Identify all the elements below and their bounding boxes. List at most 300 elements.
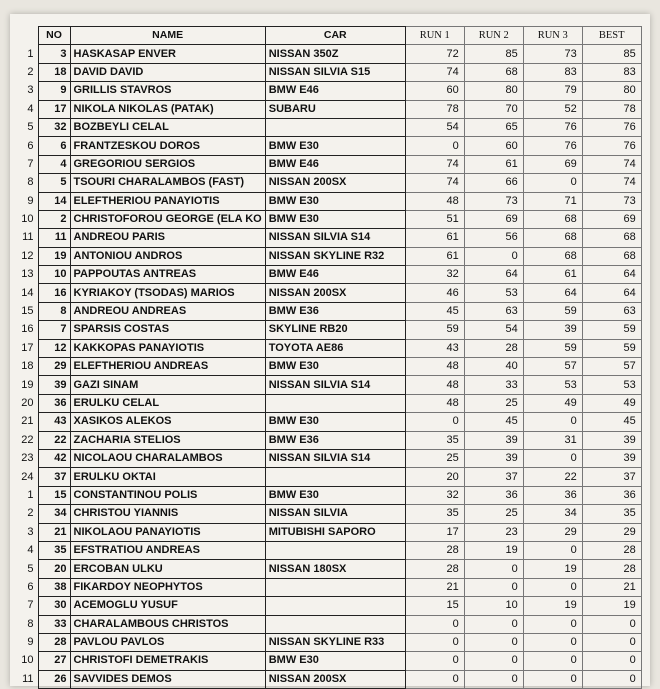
run1-score: 48 bbox=[405, 192, 464, 210]
driver-name: SPARSIS COSTAS bbox=[70, 321, 265, 339]
run3-score: 59 bbox=[523, 339, 582, 357]
run2-score: 61 bbox=[464, 155, 523, 173]
best-score: 63 bbox=[582, 302, 641, 320]
run2-score: 80 bbox=[464, 82, 523, 100]
car-header: CAR bbox=[265, 27, 405, 45]
run1-score: 54 bbox=[405, 118, 464, 136]
run1-score: 60 bbox=[405, 82, 464, 100]
row-index: 11 bbox=[22, 672, 34, 685]
best-score: 73 bbox=[582, 192, 641, 210]
car-model bbox=[265, 578, 405, 596]
run2-score: 40 bbox=[464, 358, 523, 376]
run3-score: 73 bbox=[523, 45, 582, 63]
driver-name: KYRIAKOY (TSODAS) MARIOS bbox=[70, 284, 265, 302]
car-number: 21 bbox=[38, 523, 70, 541]
best-score: 85 bbox=[582, 45, 641, 63]
run2-score: 45 bbox=[464, 413, 523, 431]
car-number: 8 bbox=[38, 302, 70, 320]
row-index: 22 bbox=[21, 433, 34, 446]
table-row bbox=[14, 394, 641, 412]
best-score: 74 bbox=[582, 174, 641, 192]
run1-score: 32 bbox=[405, 266, 464, 284]
car-number: 29 bbox=[38, 358, 70, 376]
run2-score: 0 bbox=[464, 652, 523, 670]
run2-score: 54 bbox=[464, 321, 523, 339]
table-row bbox=[14, 339, 641, 357]
best-score: 80 bbox=[582, 82, 641, 100]
table-row bbox=[14, 578, 641, 596]
car-model: NISSAN SKYLINE R32 bbox=[265, 247, 405, 265]
row-index: 5 bbox=[27, 562, 34, 575]
run3-score: 53 bbox=[523, 376, 582, 394]
run2-score: 25 bbox=[464, 394, 523, 412]
run3-score: 83 bbox=[523, 63, 582, 81]
run2-score: 73 bbox=[464, 192, 523, 210]
car-model: BMW E30 bbox=[265, 358, 405, 376]
run2-score: 10 bbox=[464, 597, 523, 615]
car-model: NISSAN SILVIA S15 bbox=[265, 63, 405, 81]
run3-score: 34 bbox=[523, 505, 582, 523]
run2-score: 23 bbox=[464, 523, 523, 541]
table-row bbox=[14, 100, 641, 118]
run2-score: 70 bbox=[464, 100, 523, 118]
run1-score: 59 bbox=[405, 321, 464, 339]
car-model bbox=[265, 615, 405, 633]
run1-score: 17 bbox=[405, 523, 464, 541]
car-number: 11 bbox=[38, 229, 70, 247]
run3-score: 31 bbox=[523, 431, 582, 449]
row-index: 21 bbox=[21, 415, 34, 428]
driver-name: GRILLIS STAVROS bbox=[70, 82, 265, 100]
run3-score: 68 bbox=[523, 229, 582, 247]
row-index: 2 bbox=[27, 65, 34, 78]
table-row bbox=[14, 266, 641, 284]
table-row bbox=[14, 431, 641, 449]
best-score: 0 bbox=[582, 633, 641, 651]
car-number: 34 bbox=[38, 505, 70, 523]
driver-name: CHRISTOU YIANNIS bbox=[70, 505, 265, 523]
driver-name: FIKARDOY NEOPHYTOS bbox=[70, 578, 265, 596]
driver-name: CHARALAMBOUS CHRISTOS bbox=[70, 615, 265, 633]
run2-score: 36 bbox=[464, 486, 523, 504]
run3-score: 64 bbox=[523, 284, 582, 302]
driver-name: NIKOLA NIKOLAS (PATAK) bbox=[70, 100, 265, 118]
car-model: BMW E30 bbox=[265, 192, 405, 210]
table-row bbox=[14, 413, 641, 431]
driver-name: ANDREOU ANDREAS bbox=[70, 302, 265, 320]
run3-score: 36 bbox=[523, 486, 582, 504]
driver-name: ERCOBAN ULKU bbox=[70, 560, 265, 578]
driver-name: HASKASAP ENVER bbox=[70, 45, 265, 63]
driver-name: FRANTZESKOU DOROS bbox=[70, 137, 265, 155]
row-index: 8 bbox=[27, 176, 34, 189]
table-row bbox=[14, 505, 641, 523]
car-model: BMW E30 bbox=[265, 413, 405, 431]
run3-score: 0 bbox=[523, 652, 582, 670]
name-header: NAME bbox=[70, 27, 265, 45]
best-score: 37 bbox=[582, 468, 641, 486]
table-row bbox=[14, 358, 641, 376]
car-model: BMW E30 bbox=[265, 210, 405, 228]
run1-score: 0 bbox=[405, 670, 464, 688]
table-row bbox=[14, 486, 641, 504]
car-model: BMW E46 bbox=[265, 266, 405, 284]
run1-score: 28 bbox=[405, 560, 464, 578]
car-number: 28 bbox=[38, 633, 70, 651]
best-score: 39 bbox=[582, 431, 641, 449]
car-model bbox=[265, 118, 405, 136]
run3-score: 61 bbox=[523, 266, 582, 284]
table-row bbox=[14, 376, 641, 394]
run1-score: 0 bbox=[405, 615, 464, 633]
best-score: 53 bbox=[582, 376, 641, 394]
row-index: 8 bbox=[27, 617, 34, 630]
car-model: NISSAN 200SX bbox=[265, 284, 405, 302]
best-score: 57 bbox=[582, 358, 641, 376]
car-model: NISSAN SILVIA S14 bbox=[265, 449, 405, 467]
car-number: 43 bbox=[38, 413, 70, 431]
row-index: 4 bbox=[27, 102, 34, 115]
run3-score: 19 bbox=[523, 597, 582, 615]
run3-score: 0 bbox=[523, 541, 582, 559]
car-model: NISSAN 200SX bbox=[265, 670, 405, 688]
car-model: MITUBISHI SAPORO bbox=[265, 523, 405, 541]
best-score: 69 bbox=[582, 210, 641, 228]
driver-name: CONSTANTINOU POLIS bbox=[70, 486, 265, 504]
run3-score: 0 bbox=[523, 449, 582, 467]
car-number: 32 bbox=[38, 118, 70, 136]
car-number: 33 bbox=[38, 615, 70, 633]
run3-score: 69 bbox=[523, 155, 582, 173]
best-score: 64 bbox=[582, 284, 641, 302]
run2-score: 0 bbox=[464, 247, 523, 265]
run2-score: 0 bbox=[464, 633, 523, 651]
results-table bbox=[14, 26, 642, 689]
run1-score: 74 bbox=[405, 155, 464, 173]
best-score: 19 bbox=[582, 597, 641, 615]
best-score: 59 bbox=[582, 339, 641, 357]
row-index: 23 bbox=[21, 452, 34, 465]
row-index: 9 bbox=[27, 194, 34, 207]
table-row bbox=[14, 210, 641, 228]
row-index: 3 bbox=[27, 84, 34, 97]
best-score: 68 bbox=[582, 229, 641, 247]
row-index: 10 bbox=[21, 213, 34, 226]
run1-score: 0 bbox=[405, 652, 464, 670]
car-number: 36 bbox=[38, 394, 70, 412]
run2-score: 19 bbox=[464, 541, 523, 559]
best-score: 0 bbox=[582, 670, 641, 688]
car-model: NISSAN SILVIA bbox=[265, 505, 405, 523]
run1-score: 74 bbox=[405, 63, 464, 81]
table-row bbox=[14, 229, 641, 247]
row-index: 6 bbox=[27, 139, 34, 152]
car-number: 35 bbox=[38, 541, 70, 559]
run2-score: 68 bbox=[464, 63, 523, 81]
run2-score: 37 bbox=[464, 468, 523, 486]
driver-name: ZACHARIA STELIOS bbox=[70, 431, 265, 449]
table-row bbox=[14, 615, 641, 633]
car-number: 30 bbox=[38, 597, 70, 615]
run1-score: 35 bbox=[405, 505, 464, 523]
driver-name: ERULKU OKTAI bbox=[70, 468, 265, 486]
run1-score: 0 bbox=[405, 137, 464, 155]
driver-name: NICOLAOU CHARALAMBOS bbox=[70, 449, 265, 467]
car-model: BMW E30 bbox=[265, 486, 405, 504]
run2-score: 39 bbox=[464, 449, 523, 467]
best-score: 49 bbox=[582, 394, 641, 412]
car-model: NISSAN 200SX bbox=[265, 174, 405, 192]
car-model: NISSAN 350Z bbox=[265, 45, 405, 63]
run2-score: 53 bbox=[464, 284, 523, 302]
run1-score: 0 bbox=[405, 413, 464, 431]
run3-score: 71 bbox=[523, 192, 582, 210]
best-score: 39 bbox=[582, 449, 641, 467]
table-row bbox=[14, 321, 641, 339]
car-model: BMW E36 bbox=[265, 431, 405, 449]
best-score: 64 bbox=[582, 266, 641, 284]
car-number: 3 bbox=[38, 45, 70, 63]
run2-score: 56 bbox=[464, 229, 523, 247]
run1-score: 25 bbox=[405, 449, 464, 467]
car-model: NISSAN 180SX bbox=[265, 560, 405, 578]
row-index: 6 bbox=[27, 580, 34, 593]
run2-score: 65 bbox=[464, 118, 523, 136]
table-row bbox=[14, 541, 641, 559]
run2-score: 0 bbox=[464, 578, 523, 596]
row-index: 14 bbox=[21, 286, 34, 299]
run3-score: 59 bbox=[523, 302, 582, 320]
run2-score: 0 bbox=[464, 670, 523, 688]
row-index: 7 bbox=[27, 157, 34, 170]
run2-score: 33 bbox=[464, 376, 523, 394]
driver-name: PAVLOU PAVLOS bbox=[70, 633, 265, 651]
best-score: 83 bbox=[582, 63, 641, 81]
row-index: 2 bbox=[27, 507, 34, 520]
run1-score: 61 bbox=[405, 247, 464, 265]
row-index: 12 bbox=[21, 249, 34, 262]
best-header: BEST bbox=[582, 27, 641, 45]
car-number: 16 bbox=[38, 284, 70, 302]
car-number: 27 bbox=[38, 652, 70, 670]
best-score: 74 bbox=[582, 155, 641, 173]
run1-score: 45 bbox=[405, 302, 464, 320]
driver-name: TSOURI CHARALAMBOS (FAST) bbox=[70, 174, 265, 192]
best-score: 45 bbox=[582, 413, 641, 431]
driver-name: KAKKOPAS PANAYIOTIS bbox=[70, 339, 265, 357]
driver-name: PAPPOUTAS ANTREAS bbox=[70, 266, 265, 284]
table-row bbox=[14, 633, 641, 651]
run1-score: 51 bbox=[405, 210, 464, 228]
run2-score: 64 bbox=[464, 266, 523, 284]
table-row bbox=[14, 523, 641, 541]
car-model: BMW E30 bbox=[265, 652, 405, 670]
run3-score: 76 bbox=[523, 137, 582, 155]
row-index: 5 bbox=[27, 121, 34, 134]
run2-score: 28 bbox=[464, 339, 523, 357]
run1-score: 46 bbox=[405, 284, 464, 302]
run3-score: 79 bbox=[523, 82, 582, 100]
header-row bbox=[14, 27, 641, 45]
run3-score: 76 bbox=[523, 118, 582, 136]
row-index: 9 bbox=[27, 636, 34, 649]
row-index: 7 bbox=[27, 599, 34, 612]
driver-name: GAZI SINAM bbox=[70, 376, 265, 394]
car-model bbox=[265, 597, 405, 615]
car-number: 20 bbox=[38, 560, 70, 578]
driver-name: ELEFTHERIOU ANDREAS bbox=[70, 358, 265, 376]
run1-score: 48 bbox=[405, 376, 464, 394]
car-number: 2 bbox=[38, 210, 70, 228]
car-number: 26 bbox=[38, 670, 70, 688]
run1-score: 48 bbox=[405, 358, 464, 376]
table-row bbox=[14, 137, 641, 155]
run3-score: 0 bbox=[523, 174, 582, 192]
row-index: 4 bbox=[27, 544, 34, 557]
best-score: 28 bbox=[582, 541, 641, 559]
table-row bbox=[14, 284, 641, 302]
run2-header: RUN 2 bbox=[464, 27, 523, 45]
driver-name: ANDREOU PARIS bbox=[70, 229, 265, 247]
run1-score: 21 bbox=[405, 578, 464, 596]
run1-score: 74 bbox=[405, 174, 464, 192]
car-model: NISSAN SILVIA S14 bbox=[265, 229, 405, 247]
run3-score: 29 bbox=[523, 523, 582, 541]
best-score: 0 bbox=[582, 652, 641, 670]
car-model bbox=[265, 468, 405, 486]
table-row bbox=[14, 155, 641, 173]
row-index: 10 bbox=[21, 654, 34, 667]
best-score: 76 bbox=[582, 137, 641, 155]
car-model: SKYLINE RB20 bbox=[265, 321, 405, 339]
no-header: NO bbox=[38, 27, 70, 45]
row-index: 1 bbox=[27, 488, 34, 501]
run3-score: 0 bbox=[523, 670, 582, 688]
run1-score: 48 bbox=[405, 394, 464, 412]
row-index: 11 bbox=[22, 231, 34, 244]
car-number: 42 bbox=[38, 449, 70, 467]
run2-score: 63 bbox=[464, 302, 523, 320]
driver-name: SAVVIDES DEMOS bbox=[70, 670, 265, 688]
car-model bbox=[265, 541, 405, 559]
table-row bbox=[14, 560, 641, 578]
run2-score: 0 bbox=[464, 615, 523, 633]
run3-score: 57 bbox=[523, 358, 582, 376]
run1-score: 72 bbox=[405, 45, 464, 63]
car-model: BMW E46 bbox=[265, 155, 405, 173]
car-model bbox=[265, 394, 405, 412]
run1-score: 28 bbox=[405, 541, 464, 559]
car-model: BMW E46 bbox=[265, 82, 405, 100]
row-index: 20 bbox=[21, 397, 34, 409]
table-body bbox=[14, 45, 641, 689]
car-model: NISSAN SKYLINE R33 bbox=[265, 633, 405, 651]
row-index: 16 bbox=[21, 323, 34, 336]
car-number: 5 bbox=[38, 174, 70, 192]
run1-score: 0 bbox=[405, 633, 464, 651]
best-score: 76 bbox=[582, 118, 641, 136]
table-row bbox=[14, 597, 641, 615]
run1-score: 35 bbox=[405, 431, 464, 449]
car-number: 6 bbox=[38, 137, 70, 155]
car-number: 18 bbox=[38, 63, 70, 81]
run3-score: 0 bbox=[523, 633, 582, 651]
run1-header: RUN 1 bbox=[405, 27, 464, 45]
car-number: 12 bbox=[38, 339, 70, 357]
best-score: 68 bbox=[582, 247, 641, 265]
driver-name: CHRISTOFOROU GEORGE (ELA KO bbox=[70, 210, 265, 228]
results-sheet bbox=[10, 14, 650, 686]
run3-score: 0 bbox=[523, 413, 582, 431]
run3-score: 49 bbox=[523, 394, 582, 412]
run3-score: 52 bbox=[523, 100, 582, 118]
car-model: BMW E30 bbox=[265, 137, 405, 155]
run2-score: 85 bbox=[464, 45, 523, 63]
row-index: 24 bbox=[21, 470, 34, 483]
run2-score: 0 bbox=[464, 560, 523, 578]
run2-score: 69 bbox=[464, 210, 523, 228]
car-number: 17 bbox=[38, 100, 70, 118]
run3-score: 39 bbox=[523, 321, 582, 339]
run1-score: 61 bbox=[405, 229, 464, 247]
run1-score: 32 bbox=[405, 486, 464, 504]
run1-score: 15 bbox=[405, 597, 464, 615]
run3-score: 68 bbox=[523, 210, 582, 228]
table-row bbox=[14, 192, 641, 210]
best-score: 36 bbox=[582, 486, 641, 504]
best-score: 0 bbox=[582, 615, 641, 633]
run2-score: 25 bbox=[464, 505, 523, 523]
run3-score: 0 bbox=[523, 578, 582, 596]
table-row bbox=[14, 302, 641, 320]
driver-name: BOZBEYLI CELAL bbox=[70, 118, 265, 136]
row-index: 3 bbox=[27, 525, 34, 538]
run1-score: 20 bbox=[405, 468, 464, 486]
table-row bbox=[14, 468, 641, 486]
driver-name: CHRISTOFI DEMETRAKIS bbox=[70, 652, 265, 670]
driver-name: DAVID DAVID bbox=[70, 63, 265, 81]
run2-score: 60 bbox=[464, 137, 523, 155]
car-number: 4 bbox=[38, 155, 70, 173]
run1-score: 78 bbox=[405, 100, 464, 118]
best-score: 35 bbox=[582, 505, 641, 523]
driver-name: EFSTRATIOU ANDREAS bbox=[70, 541, 265, 559]
table-row bbox=[14, 63, 641, 81]
best-score: 21 bbox=[582, 578, 641, 596]
row-index: 18 bbox=[21, 360, 34, 373]
car-number: 15 bbox=[38, 486, 70, 504]
best-score: 59 bbox=[582, 321, 641, 339]
car-number: 9 bbox=[38, 82, 70, 100]
table-row bbox=[14, 247, 641, 265]
run3-score: 22 bbox=[523, 468, 582, 486]
table-row bbox=[14, 652, 641, 670]
driver-name: XASIKOS ALEKOS bbox=[70, 413, 265, 431]
table-row bbox=[14, 670, 641, 688]
car-number: 14 bbox=[38, 192, 70, 210]
table-row bbox=[14, 45, 641, 63]
table-row bbox=[14, 118, 641, 136]
car-number: 39 bbox=[38, 376, 70, 394]
run3-score: 68 bbox=[523, 247, 582, 265]
car-number: 37 bbox=[38, 468, 70, 486]
driver-name: GREGORIOU SERGIOS bbox=[70, 155, 265, 173]
best-score: 28 bbox=[582, 560, 641, 578]
row-index: 15 bbox=[21, 305, 34, 318]
car-number: 22 bbox=[38, 431, 70, 449]
table-row bbox=[14, 449, 641, 467]
row-index: 1 bbox=[27, 47, 34, 60]
